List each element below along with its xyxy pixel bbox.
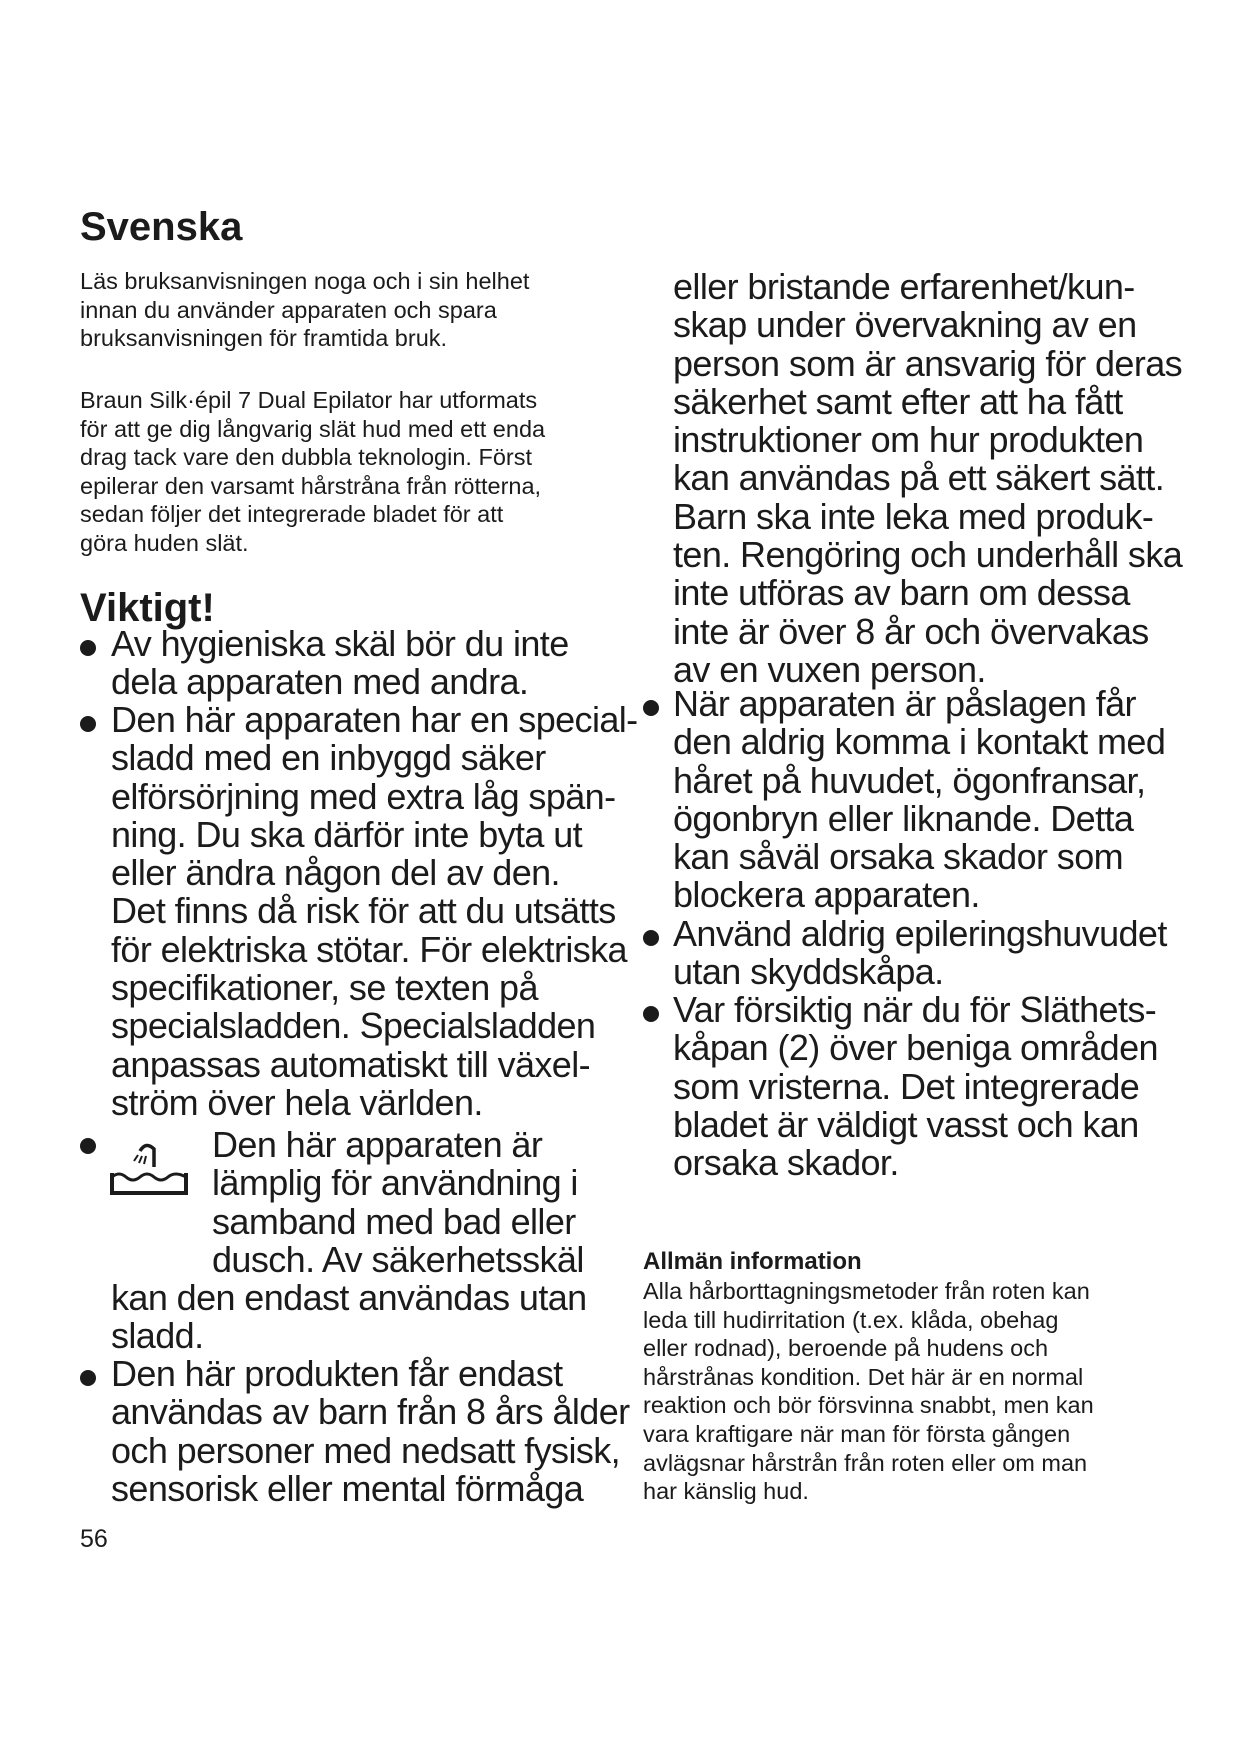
page-title: Svenska (80, 205, 243, 249)
text-line: den aldrig komma i kontakt med (673, 721, 1166, 763)
text-line: kan användas på ett säkert sätt. (673, 457, 1165, 499)
text-line: vara kraftigare när man för första gången (643, 1420, 1071, 1447)
text-line: kåpan (2) över beniga områden (673, 1027, 1158, 1069)
text-line: ström över hela världen. (111, 1081, 483, 1123)
text-line: eller bristande erfarenhet/kun- (673, 266, 1135, 307)
text-line: reaktion och bör försvinna snabbt, men kan (643, 1392, 1094, 1419)
text-line: Var försiktig när du för Släthets- (673, 989, 1157, 1030)
description-paragraph (80, 386, 640, 558)
text-line: kan såväl orsaka skador som (673, 836, 1124, 878)
text-line: ning. Du ska därför inte byta ut (111, 813, 583, 855)
text-line: bruksanvisningen för framtida bruk. (80, 325, 448, 352)
text-line: avlägsnar hårstrån från roten eller om man (643, 1449, 1088, 1476)
text-line: kan den endast användas utan (111, 1277, 587, 1318)
text-line: elförsörjning med extra låg spän- (111, 775, 616, 817)
text-line: Braun Silk·épil 7 Dual Epilator har utformats (80, 387, 538, 413)
text-line: Alla hårborttagningsmetoder från roten kan (643, 1278, 1090, 1304)
text-line: sensorisk eller mental förmåga (111, 1467, 584, 1509)
text-line: sladd med en inbyggd säker (111, 737, 546, 779)
text-line: håret på huvudet, ögonfransar, (673, 759, 1146, 801)
text-line: specialsladden. Specialsladden (111, 1005, 596, 1047)
text-line: Det finns då risk för att du utsätts (111, 890, 616, 932)
text-line: utan skyddskåpa. (673, 951, 944, 993)
text-line: Läs bruksanvisningen noga och i sin helhet (80, 268, 530, 294)
text-line: sedan följer det integrerade bladet för att (80, 501, 504, 528)
text-line: för att ge dig långvarig slät hud med ett enda (80, 415, 546, 442)
text-line: hårstrånas kondition. Det här är en normal (643, 1363, 1084, 1390)
bullet-dot (80, 1370, 96, 1386)
general-info-heading: Allmän information (643, 1248, 862, 1275)
text-line: inte utföras av barn om dessa (673, 572, 1130, 614)
text-line: dusch. Av säkerhetsskäl (212, 1238, 584, 1280)
bullet-bath-text (111, 1279, 587, 1356)
text-line: specifikationer, se texten på (111, 967, 538, 1009)
text-line: person som är ansvarig för deras (673, 342, 1183, 384)
text-line: Barn ska inte leka med produk- (673, 495, 1154, 537)
text-line: Den här apparaten är (212, 1124, 543, 1165)
bullet-dot (80, 640, 96, 656)
text-line: Av hygieniska skäl bör du inte (111, 623, 569, 664)
text-line: inte är över 8 år och övervakas (673, 610, 1149, 652)
bullet-bath-icon-text (212, 1126, 584, 1279)
text-line: Använd aldrig epileringshuvudet (673, 913, 1167, 954)
text-line: blockera apparaten. (673, 874, 980, 916)
right-continuation (673, 268, 1182, 689)
shower-bath-icon (108, 1137, 194, 1199)
text-line: bladet är väldigt vasst och kan (673, 1103, 1139, 1145)
general-info-paragraph (643, 1277, 1163, 1506)
bullet-dot (643, 1006, 659, 1022)
text-line: lämplig för användning i (212, 1162, 578, 1204)
text-line: instruktioner om hur produkten (673, 419, 1144, 461)
text-line: innan du använder apparaten och spara (80, 296, 497, 323)
text-line: drag tack vare den dubbla teknologin. Först (80, 444, 532, 471)
text-line: av en vuxen person. (673, 648, 986, 690)
text-line: som vristerna. Det integrerade (673, 1065, 1140, 1107)
text-line: har känslig hud. (643, 1478, 809, 1505)
text-line: ögonbryn eller liknande. Detta (673, 797, 1134, 839)
bullet-dot (643, 700, 659, 716)
bullet-hygiene (111, 625, 569, 702)
text-line: ten. Rengöring och underhåll ska (673, 534, 1183, 576)
text-line: göra huden slät. (80, 529, 249, 556)
text-line: Den här apparaten har en special- (111, 699, 638, 740)
text-line: för elektriska stötar. För elektriska (111, 928, 627, 970)
text-line: Den här produkten får endast (111, 1353, 563, 1394)
text-line: När apparaten är påslagen får (673, 683, 1136, 724)
text-line: anpassas automatiskt till växel- (111, 1043, 591, 1085)
text-line: eller rodnad), beroende på hudens och (643, 1335, 1049, 1362)
bullet-hair-contact (673, 685, 1165, 915)
text-line: epilerar den varsamt hårstråna från rötterna, (80, 472, 542, 499)
text-line: säkerhet samt efter att ha fått (673, 380, 1123, 422)
text-line: samband med bad eller (212, 1200, 576, 1242)
bullet-smoothing-cap (673, 991, 1158, 1182)
bullet-epilation-head (673, 915, 1167, 992)
bullet-children (111, 1355, 630, 1508)
text-line: eller ändra någon del av den. (111, 852, 560, 894)
bullet-special-cord (111, 701, 638, 1122)
page-number: 56 (80, 1525, 108, 1553)
bullet-dot (80, 1138, 96, 1154)
text-line: och personer med nedsatt fysisk, (111, 1429, 621, 1471)
text-line: användas av barn från 8 års ålder (111, 1391, 630, 1433)
text-line: sladd. (111, 1315, 204, 1357)
text-line: skap under övervakning av en (673, 304, 1137, 346)
text-line: leda till hudirritation (t.ex. klåda, obehag (643, 1306, 1059, 1333)
bullet-dot (643, 930, 659, 946)
text-line: dela apparaten med andra. (111, 661, 529, 703)
intro-paragraph (80, 267, 640, 353)
bullet-dot (80, 716, 96, 732)
important-heading: Viktigt! (80, 586, 215, 630)
text-line: orsaka skador. (673, 1142, 899, 1184)
